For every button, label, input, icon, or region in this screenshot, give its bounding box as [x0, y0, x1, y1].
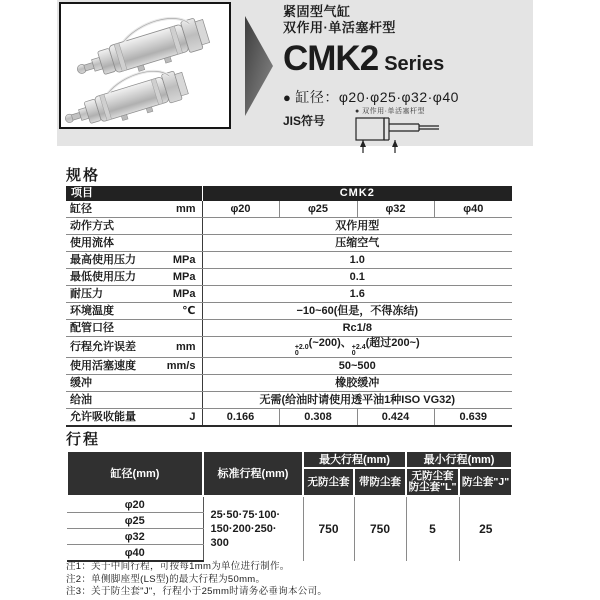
stroke-header-min-nocover: 无防尘套 防尘套"L" [406, 468, 459, 496]
series-suffix: Series [384, 53, 445, 75]
bullet-icon: ● [283, 90, 292, 105]
standard-stroke-cell: 25·50·75·100· 150·200·250· 300 [203, 496, 303, 561]
row-value: 无需(给油时请使用透平油1种ISO VG32) [202, 392, 512, 409]
spec-header-row [66, 186, 512, 201]
spec-row [66, 252, 512, 269]
spec-table [66, 186, 512, 427]
bore-cell: φ20 [67, 496, 203, 513]
bore-value: φ25 [279, 201, 357, 218]
row-unit: mm [175, 202, 196, 215]
stroke-header-max-group: 最大行程(mm) [303, 451, 406, 468]
row-value: 橡胶缓冲 [202, 375, 512, 392]
spec-row [66, 358, 512, 375]
min-stroke-j-cell: 25 [479, 522, 493, 536]
energy-value: 0.166 [202, 409, 279, 427]
row-label: 最低使用压力 [70, 270, 136, 283]
max-stroke-nocover-cell: 750 [303, 496, 354, 561]
jis-label: JIS符号 [283, 114, 326, 128]
row-label: 使用流体 [70, 236, 114, 249]
stroke-header-min-j: 防尘套"J" [459, 468, 512, 496]
product-type-line1: 紧固型气缸 [283, 4, 351, 19]
row-unit: mm [175, 340, 196, 353]
min-stroke-l-cell: 5 [406, 496, 459, 561]
row-value: 1.0 [202, 252, 512, 269]
tolerance-value: +2.0 0 (~200)、 +2.4 0 (超过200~) [202, 337, 512, 358]
series-name: CMK2 [283, 39, 379, 78]
row-unit: J [189, 410, 196, 423]
row-label: 配管口径 [70, 321, 114, 334]
spec-row [66, 286, 512, 303]
header-banner [57, 0, 533, 146]
stroke-header-min-group: 最小行程(mm) [406, 451, 512, 468]
series-title [283, 39, 531, 79]
stroke-header-standard: 标准行程(mm) [203, 451, 303, 496]
footnote: 注3：关于防尘套"J"，行程小于25mm时请务必垂询本公司。 [66, 586, 328, 597]
row-value: Rc1/8 [202, 320, 512, 337]
jis-cylinder-symbol-icon [355, 117, 441, 155]
spec-energy-row [66, 409, 512, 427]
footnotes [66, 561, 327, 599]
spec-header-model: CMK2 [202, 186, 512, 201]
jis-symbol-caption: ● 双作用·单活塞杆型 [355, 108, 426, 115]
row-value: 双作用型 [202, 218, 512, 235]
row-label: 最高使用压力 [70, 253, 136, 266]
row-unit: MPa [172, 287, 196, 300]
row-label: 允许吸收能量 [70, 410, 136, 423]
row-label: 缸径 [70, 202, 92, 215]
stroke-table [66, 450, 513, 562]
max-stroke-withcover-cell: 750 [354, 496, 406, 561]
row-value: −10~60(但是，不得冻结) [202, 303, 512, 320]
spec-tolerance-row [66, 337, 512, 358]
row-label: 动作方式 [70, 219, 114, 232]
spec-section-title: 规格 [66, 167, 101, 184]
spec-row [66, 235, 512, 252]
spec-bore-row [66, 201, 512, 218]
row-label: 缓冲 [70, 376, 92, 389]
stroke-row [67, 496, 512, 513]
row-value: 压缩空气 [202, 235, 512, 252]
arrow-right-icon [245, 16, 273, 116]
energy-value: 0.639 [434, 409, 512, 427]
spec-row [66, 392, 512, 409]
bore-value: φ20 [202, 201, 279, 218]
bore-sizes-line: ● 缸径：φ20·φ25·φ32·φ40 [283, 89, 459, 105]
bore-value: φ32 [357, 201, 434, 218]
row-label: 给油 [70, 393, 92, 406]
footnote: 注2：单侧脚座型(LS型)的最大行程为50mm。 [66, 573, 266, 585]
row-value: 50~500 [202, 358, 512, 375]
spec-row [66, 218, 512, 235]
energy-value: 0.424 [357, 409, 434, 427]
product-photo-frame [59, 2, 231, 129]
footnote: 注1：关于中间行程，可按每1mm为单位进行制作。 [66, 561, 290, 572]
row-value: 1.6 [202, 286, 512, 303]
spec-row [66, 375, 512, 392]
bore-cell: φ40 [67, 545, 203, 562]
row-unit: ℃ [182, 304, 196, 317]
row-label: 行程允许误差 [70, 340, 136, 353]
stroke-header-max-withcover: 带防尘套 [354, 468, 406, 496]
stroke-header-group-row [67, 451, 512, 468]
row-value: 0.1 [202, 269, 512, 286]
bore-value: φ40 [434, 201, 512, 218]
row-unit: MPa [172, 270, 196, 283]
energy-value: 0.308 [279, 409, 357, 427]
spec-row [66, 320, 512, 337]
stroke-header-max-nocover: 无防尘套 [303, 468, 354, 496]
stroke-section-title: 行程 [66, 431, 101, 448]
product-photo [61, 4, 229, 127]
row-label: 耐压力 [70, 287, 103, 300]
stroke-header-bore: 缸径(mm) [67, 451, 203, 496]
spec-row [66, 269, 512, 286]
row-label: 使用活塞速度 [70, 359, 136, 372]
row-unit: MPa [172, 253, 196, 266]
bore-cell: φ25 [67, 513, 203, 529]
row-label: 环境温度 [70, 304, 114, 317]
row-unit: mm/s [166, 359, 196, 372]
bore-cell: φ32 [67, 529, 203, 545]
spec-row [66, 303, 512, 320]
product-type-line2: 双作用·单活塞杆型 [283, 20, 396, 35]
spec-header-item: 项目 [66, 186, 202, 201]
